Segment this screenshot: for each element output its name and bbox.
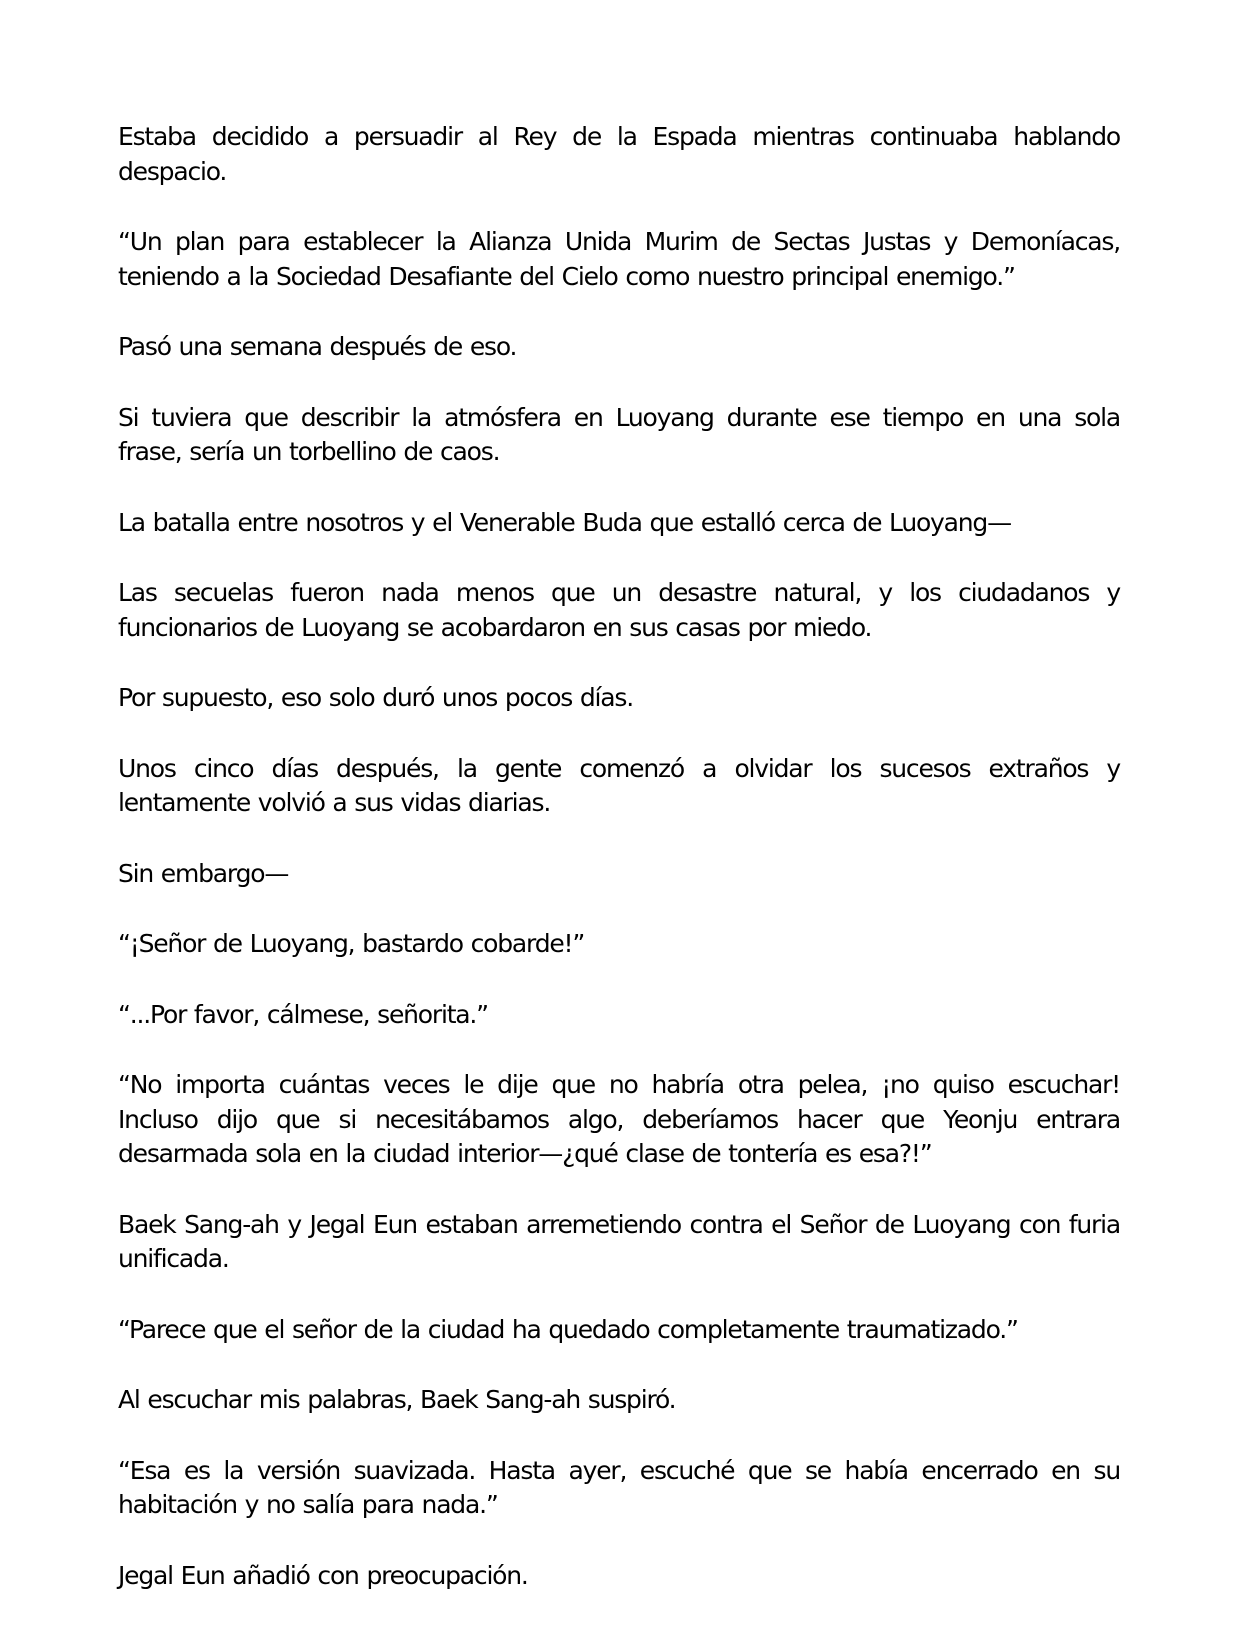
paragraph-16: “Esa es la versión suavizada. Hasta ayer, escuché que se había encerrado en su habitación y no salía para nada.” bbox=[118, 1455, 1120, 1519]
paragraph-12: “No importa cuántas veces le dije que no habría otra pelea, ¡no quiso escuchar! Incluso dijo que si necesitábamos algo, deberíamos hacer que Yeonju entrara desarmada sola en la ciudad interior—¿qué clase de tontería es esa?!” bbox=[118, 1070, 1120, 1168]
paragraph-11: “...Por favor, cálmese, señorita.” bbox=[118, 999, 488, 1029]
paragraph-5: La batalla entre nosotros y el Venerable Buda que estalló cerca de Luoyang— bbox=[118, 507, 1011, 537]
paragraph-13: Baek Sang-ah y Jegal Eun estaban arremetiendo contra el Señor de Luoyang con furia unificada. bbox=[118, 1209, 1120, 1273]
document-page bbox=[118, 120, 1120, 1629]
paragraph-9: Sin embargo— bbox=[118, 858, 289, 888]
paragraph-14: “Parece que el señor de la ciudad ha quedado completamente traumatizado.” bbox=[118, 1314, 1018, 1344]
paragraph-2: “Un plan para establecer la Alianza Unida Murim de Sectas Justas y Demoníacas, teniendo a la Sociedad Desafiante del Cielo como nuestro principal enemigo.” bbox=[118, 227, 1120, 291]
paragraph-1: Estaba decidido a persuadir al Rey de la Espada mientras continuaba hablando despacio. bbox=[118, 122, 1120, 186]
paragraph-7: Por supuesto, eso solo duró unos pocos días. bbox=[118, 683, 633, 712]
paragraph-17: Jegal Eun añadió con preocupación. bbox=[118, 1560, 528, 1590]
paragraph-15: Al escuchar mis palabras, Baek Sang-ah suspiró. bbox=[118, 1385, 676, 1414]
paragraph-6: Las secuelas fueron nada menos que un desastre natural, y los ciudadanos y funcionarios de Luoyang se acobardaron en sus casas por miedo. bbox=[118, 578, 1120, 642]
paragraph-10: “¡Señor de Luoyang, bastardo cobarde!” bbox=[118, 929, 585, 958]
paragraph-4: Si tuviera que describir la atmósfera en Luoyang durante ese tiempo en una sola frase, sería un torbellino de caos. bbox=[118, 402, 1120, 466]
paragraph-3: Pasó una semana después de eso. bbox=[118, 332, 517, 361]
paragraph-8: Unos cinco días después, la gente comenzó a olvidar los sucesos extraños y lentamente volvió a sus vidas diarias. bbox=[118, 753, 1120, 817]
